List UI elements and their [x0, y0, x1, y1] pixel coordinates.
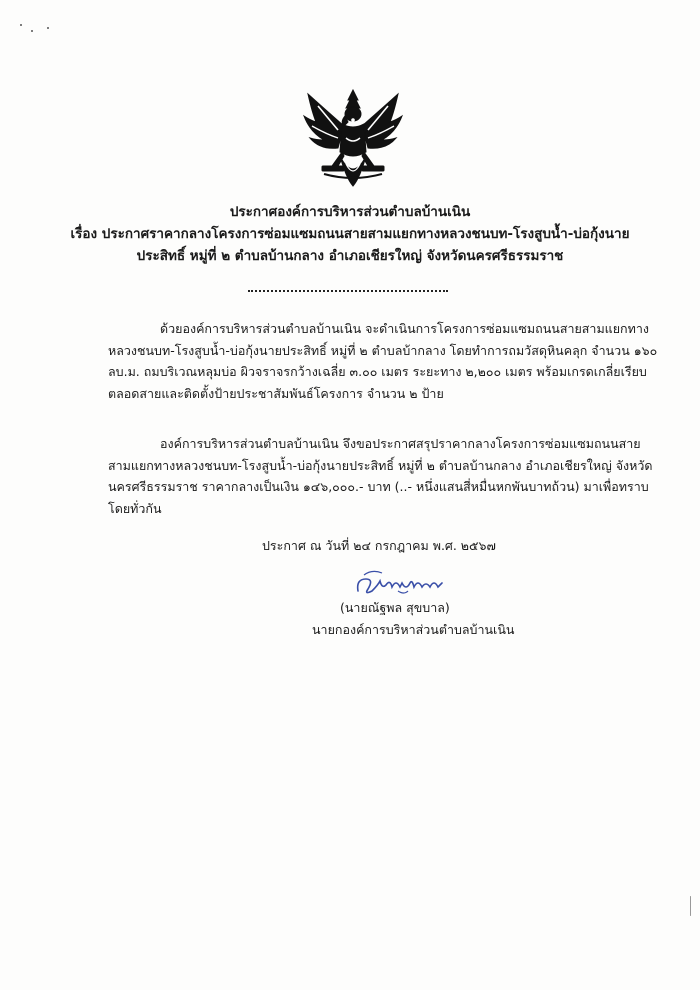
paragraph-line: ลบ.ม. ถมบริเวณหลุมบ่อ ผิวจราจรกว้างเฉลี่ย ๓.๐๐ เมตร ระยะทาง ๒,๒๐๐ เมตร พร้อมเกรดเกลี่ยเรียบ [108, 364, 647, 379]
signatory-title: นายกองค์การบริหาส่วนตำบลบ้านเนิน [312, 622, 515, 637]
announcement-date: ประกาศ ณ วันที่ ๒๔ กรกฎาคม พ.ศ. ๒๕๖๗ [262, 538, 496, 553]
scan-speck [31, 30, 33, 32]
announcement-subject-continued: ประสิทธิ์ หมู่ที่ ๒ ตำบลบ้านกลาง อำเภอเชียรใหญ่ จังหวัดนครศรีธรรมราช [136, 248, 564, 264]
paragraph-line: หลวงชนบท-โรงสูบน้ำ-บ่อกุ้งนายประสิทธิ์ หมู่ที่ ๒ ตำบลบ้ากลาง โดยทำการถมวัสดุหินคลุก จำนวน ๑๖๐ [108, 342, 658, 358]
paragraph-line: นครศรีธรรมราช ราคากลางเป็นเงิน ๑๔๖,๐๐๐.- บาท (..- หนึ่งแสนสี่หมื่นหกพันบาทถ้วน) มาเพื่อทราบ [108, 479, 649, 494]
announcement-title: ประกาศองค์การบริหารส่วนตำบลบ้านเนิน [229, 204, 471, 220]
body-paragraph-1 [108, 318, 658, 404]
paragraph-line: ตลอดสายและติดตั้งป้ายประชาสัมพันธ์โครงการ จำนวน ๒ ป้าย [108, 385, 444, 401]
paragraph-line: โดยทั่วกัน [108, 500, 162, 516]
handwritten-signature-icon [352, 565, 462, 601]
paragraph-line: ด้วยองค์การบริหารส่วนตำบลบ้านเนิน จะดำเนินการโครงการซ่อมแซมถนนสายสามแยกทาง [160, 321, 649, 336]
announcement-subject: เรื่อง ประกาศราคากลางโครงการซ่อมแซมถนนสายสามแยกทางหลวงชนบท-โรงสูบน้ำ-บ่อกุ้งนาย [70, 226, 630, 242]
body-paragraph-2 [108, 433, 653, 519]
paragraph-line: สามแยกทางหลวงชนบท-โรงสูบน้ำ-บ่อกุ้งนายประสิทธิ์ หมู่ที่ ๒ ตำบลบ้านกลาง อำเภอเชียรใหญ่ จังหวัด [108, 457, 653, 473]
garuda-emblem-icon [298, 82, 408, 192]
scan-speck [20, 24, 22, 26]
dotted-divider [248, 290, 448, 292]
paragraph-line: องค์การบริหารส่วนตำบลบ้านเนิน จึงขอประกาศสรุปราคากลางโครงการซ่อมแซมถนนสาย [160, 436, 641, 451]
signatory-name: (นายณัฐพล สุขบาล) [340, 600, 450, 615]
scan-speck [690, 896, 691, 916]
scan-speck [47, 27, 49, 29]
